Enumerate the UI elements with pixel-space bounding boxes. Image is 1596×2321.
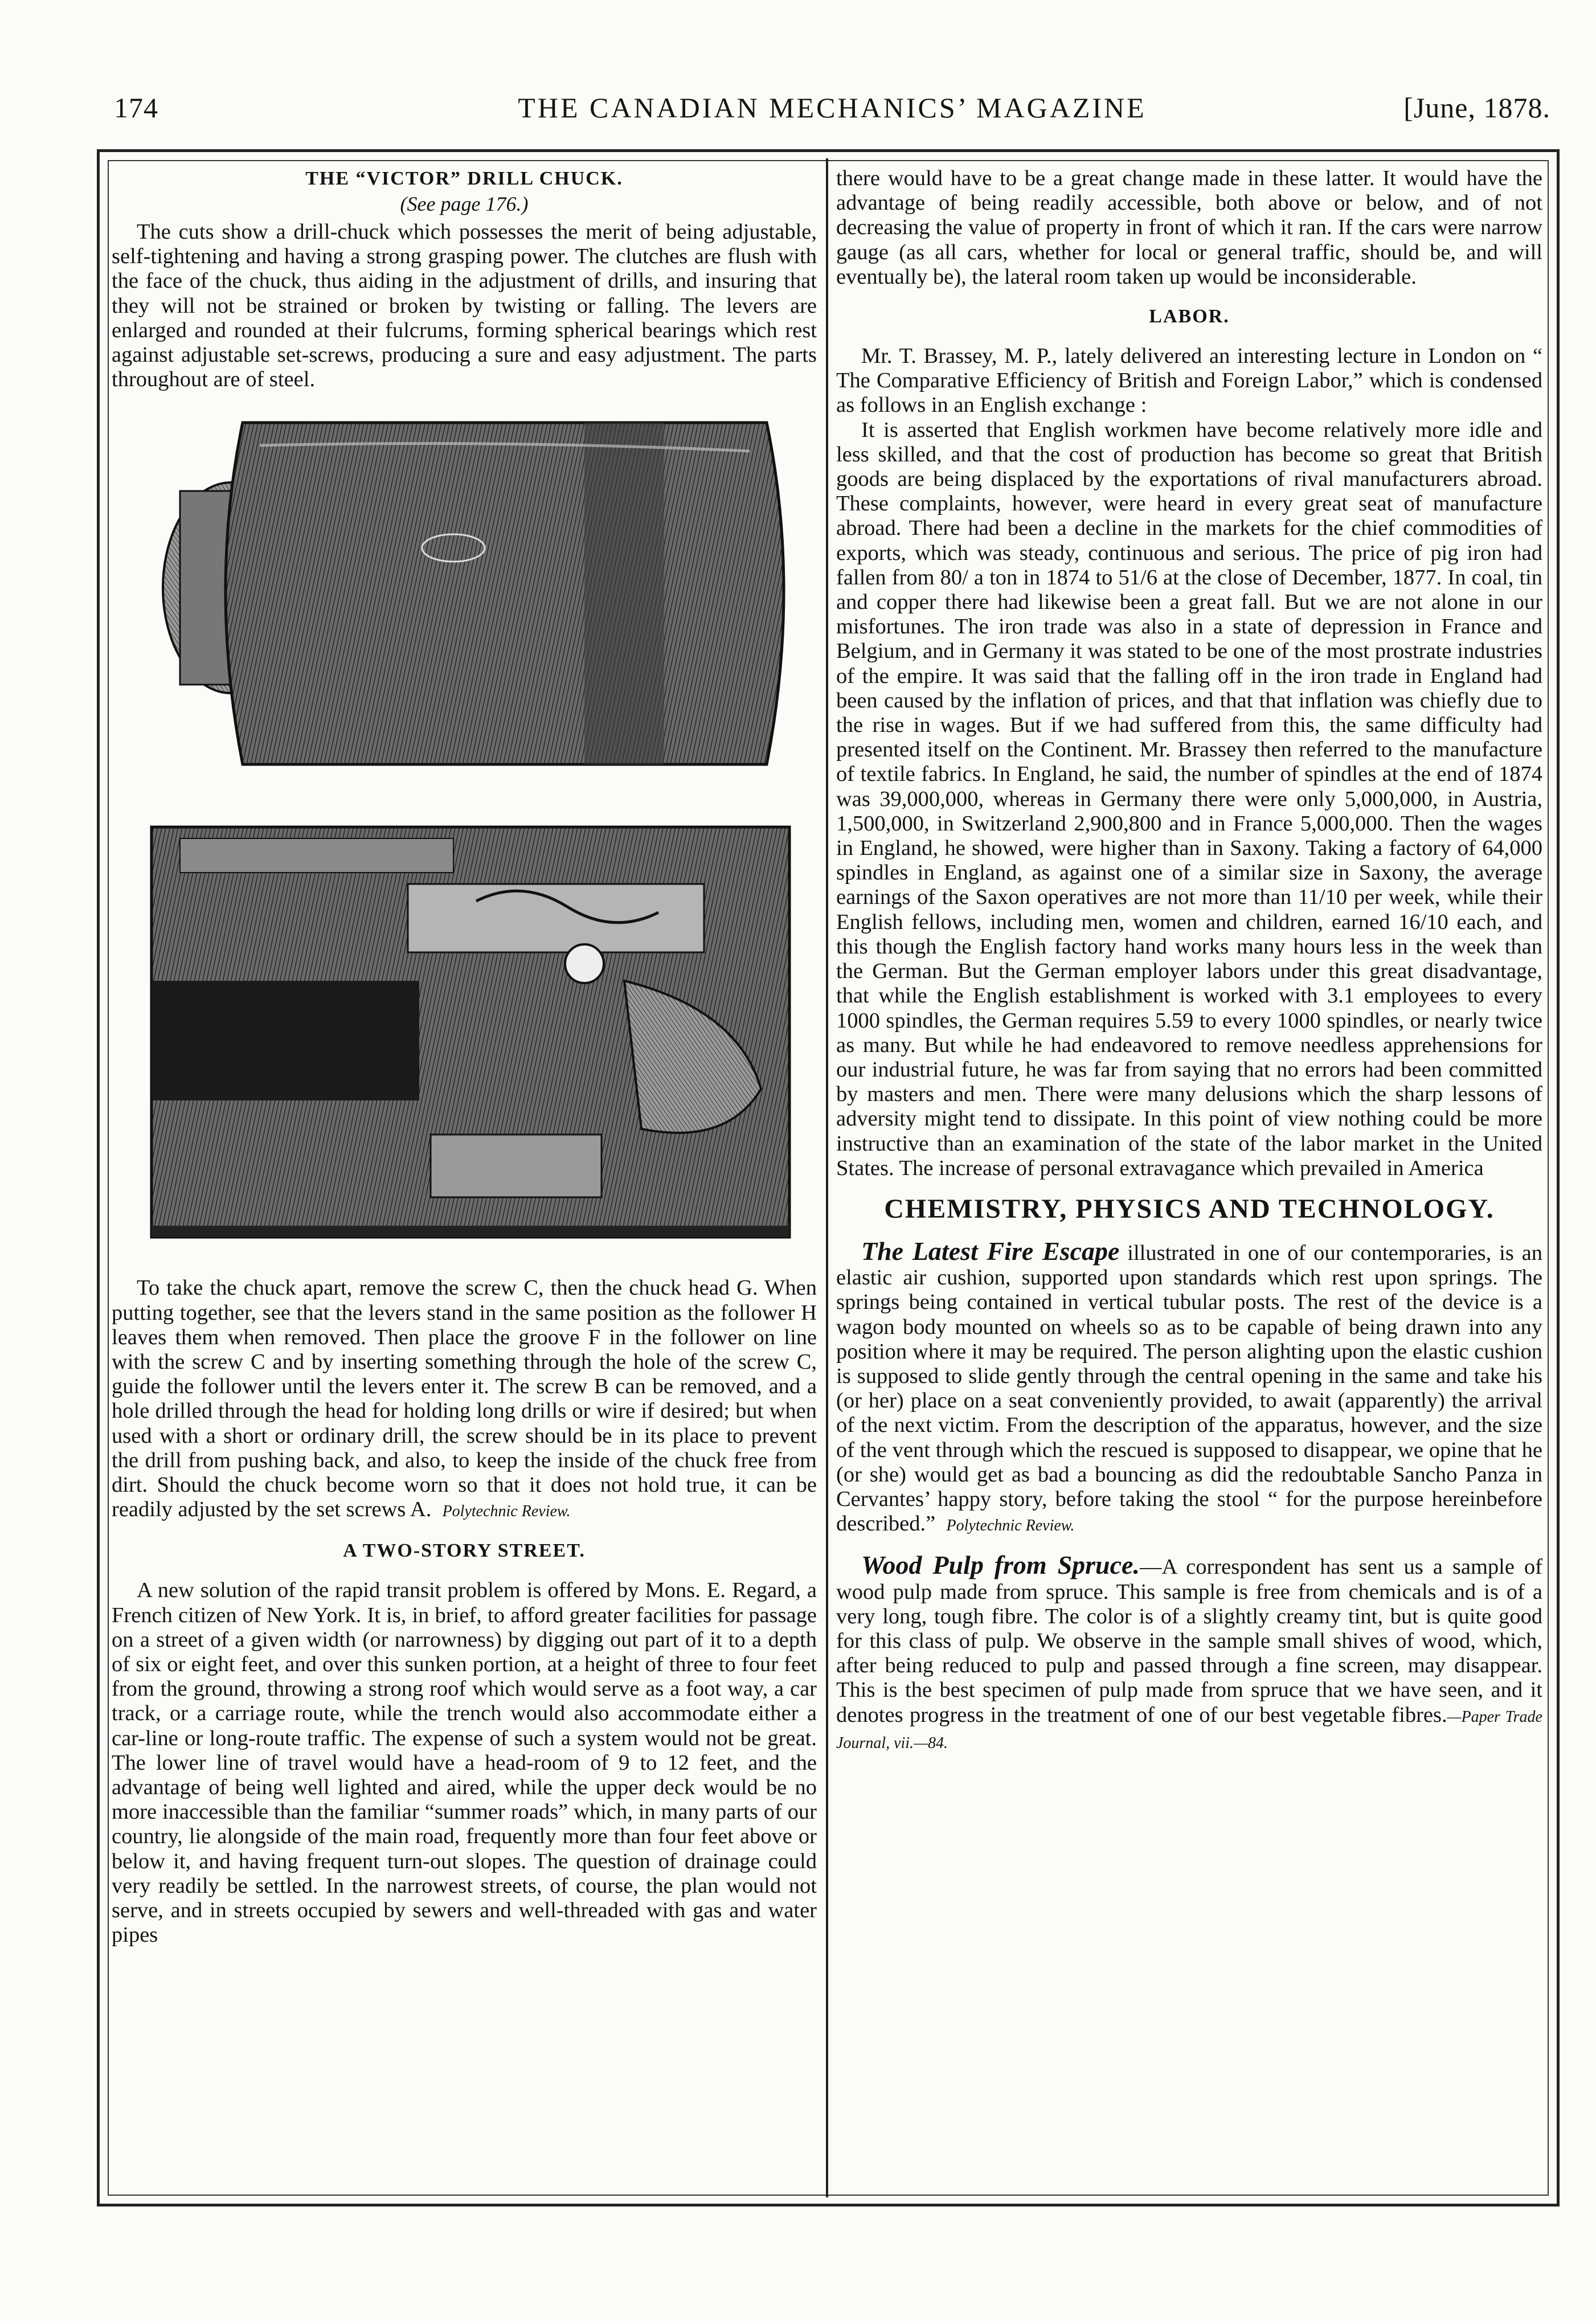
page-number: 174 xyxy=(114,92,158,124)
labor-intro: Mr. T. Brassey, M. P., lately delivered an interesting lecture in London on “ The Comparative Efficiency of British and Foreign Labor,” which is condensed as follows in an English exchange : xyxy=(836,344,1542,417)
two-story-street-continuation: there would have to be a great change made in these latter. It would have the advantage of being readily accessible, both above or below, and of not decreasing the value of property in front of which it ran. If the cars were narrow gauge (as all cars, whether for local or general traffic, should be, and will eventually be), the lateral room taken up would be inconsiderable. xyxy=(836,166,1542,289)
drill-chuck-instructions: To take the chuck apart, remove the screw C, then the chuck head G. When putting together, see that the levers stand in the same position as the follower H leaves them when removed. Then place the groove F in the follower on line with the screw C and by inserting something through the hole of the screw C, guide the follower until the levers enter it. The screw B can be removed, and a hole drilled through the head for holding long drills or wire if desired; but when used with a short or ordinary drill, the screw should be in its place to prevent the drill from pushing back, and also, to keep the inside of the chuck free from dirt. Should the chuck become worn so that it does not hold true, it can be readily adjusted by the set screws A. Polytechnic Review. xyxy=(112,1276,817,1522)
drill-chuck-intro: The cuts show a drill-chuck which possesses the merit of being adjustable, self-tightening and having a strong grasping power. The clutches are flush with the face of the chuck, thus aiding in the adjustment of drills, and insuring that they will not be strained or broken by twisting or falling. The levers are enlarged and rounded at their fulcrums, forming spherical bearings which rest against adjustable set-screws, producing a sure and easy adjustment. The parts throughout are of steel. xyxy=(112,220,817,392)
fire-escape-source: Polytechnic Review. xyxy=(946,1517,1075,1535)
wood-pulp-lead: Wood Pulp from Spruce. xyxy=(861,1550,1140,1580)
drill-chuck-source: Polytechnic Review. xyxy=(442,1503,571,1521)
drill-chuck-exterior-illustration xyxy=(112,400,817,783)
fire-escape-paragraph: The Latest Fire Escape illustrated in one of our contemporaries, is an elastic air cushion, supported upon standards which rest upon springs. The springs being contained in vertical tubular posts. The rest of the device is a wagon body mounted on wheels so as to be capable of being drawn into any position where it may be required. The person alighting upon the elastic cushion is supposed to slide gently through the central opening in the same and take his (or her) place on a seat conveniently provided, to await (apparently) the arrival of the next victim. From the description of the apparatus, however, and the size of the vent through which the rescued is supposed to disappear, we opine that he (or she) would get as bad a bouncing as did the redoubtable Sancho Panza in Cervantes’ happy story, before taking the stool “ for the purpose hereinbefore described.” Polytechnic Review. xyxy=(836,1236,1542,1536)
labor-heading: LABOR. xyxy=(1149,306,1230,328)
issue-date: [June, 1878. xyxy=(1403,92,1550,124)
running-head xyxy=(114,91,1550,137)
drill-chuck-heading: THE “VICTOR” DRILL CHUCK. xyxy=(305,168,623,189)
magazine-title: THE CANADIAN MECHANICS’ MAGAZINE xyxy=(518,92,1147,124)
wood-pulp-source: —Paper Trade Journal, vii.—84. xyxy=(836,1708,1542,1752)
fire-escape-lead: The Latest Fire Escape xyxy=(861,1236,1120,1266)
drill-chuck-section-illustration xyxy=(112,793,817,1266)
see-page-note: (See page 176.) xyxy=(400,193,529,215)
labor-body: It is asserted that English workmen have become relatively more idle and less skilled, and that the cost of production has become so great that British goods are being displaced by the exportations of rival manufacturers abroad. These complaints, however, were heard in every great seat of manufacture abroad. There had been a decline in the markets for the chief commodities of exports, which was steady, continuous and serious. The price of pig iron had fallen from 80/ a ton in 1874 to 51/6 at the close of December, 1877. In coal, tin and copper there had likewise been a great fall. But we are not alone in our misfortunes. The iron trade was also in a state of depression in France and Belgium, and in Germany it was stated to be one of the most prostrate industries of the empire. It was said that the falling off in the iron trade in England had been caused by the inflation of prices, and that that inflation was chiefly due to the rise in wages. But if we had suffered from this, the same difficulty had presented itself on the Continent. Mr. Brassey then referred to the manufacture of textile fabrics. In England, he said, the number of spindles at the end of 1874 was 39,000,000, whereas in Germany there were only 5,000,000, in Austria, 1,500,000, in Switzerland 2,900,800 and in France 5,000,000. Then the wages in England, he showed, were higher than in Saxony. Taking a factory of 64,000 spindles in England, as against one of a similar size in Saxony, the average earnings of the Saxon operatives are not more than 11/10 per week, while their English fellows, including men, women and children, earned 16/10 each, and this though the English factory hand works many hours less in the week than the German. But the German employer labors under this great disadvantage, that while the English establishment is worked with 3.1 employees to every 1000 spindles, the German requires 5.59 to every 1000 spindles, or nearly twice as many. But while he had endeavored to remove needless apprehensions for our industrial future, he was far from saying that no errors had been committed by masters and men. There were many delusions which the sharp lessons of adversity might tend to dissipate. In this point of view nothing could be more instructive than an examination of the state of the labor market in the United States. The increase of personal extravagance which prevailed in America xyxy=(836,417,1542,1180)
two-story-street-body: A new solution of the rapid transit problem is offered by Mons. E. Regard, a French citizen of New York. It is, in brief, to afford greater facilities for passage on a street of a given width (or narrowness) by digging out part of it to a depth of six or eight feet, and over this sunken portion, at a height of three to four feet from the ground, throwing a strong roof which would serve as a foot way, a car track, or a carriage route, while the trench would also accommodate either a car-line or long-route traffic. The expense of such a system would not be great. The lower line of travel would have a head-room of 9 to 12 feet, and the advantage of being well lighted and aired, while the upper deck would be no more inaccessible than the familiar “summer roads” which, in many parts of our country, lie alongside of the main road, frequently more than four feet above or below it, and having frequent turn-out slopes. The question of drainage could very readily be settled. In the narrowest streets, of course, the plan would not serve, and in streets occupied by sewers and well-threaded with gas and water pipes xyxy=(112,1578,817,1947)
two-story-street-heading: A TWO-STORY STREET. xyxy=(343,1540,586,1562)
column-rule xyxy=(826,158,828,2197)
left-column xyxy=(112,166,817,1948)
right-column xyxy=(836,166,1542,1755)
section-heading: CHEMISTRY, PHYSICS AND TECHNOLOGY. xyxy=(884,1193,1495,1224)
wood-pulp-paragraph: Wood Pulp from Spruce.—A correspondent has sent us a sample of wood pulp made from spruce. This sample is free from chemicals and is of a very long, tough fibre. The color is of a slightly creamy tint, but is quite good for this class of pulp. We observe in the sample small shives of wood, which, after being reduced to pulp and passed through a fine screen, may disappear. This is the best specimen of pulp made from spruce that we have seen, and it denotes progress in the treatment of one of our best vegetable fibres.—Paper Trade Journal, vii.—84. xyxy=(836,1550,1542,1752)
